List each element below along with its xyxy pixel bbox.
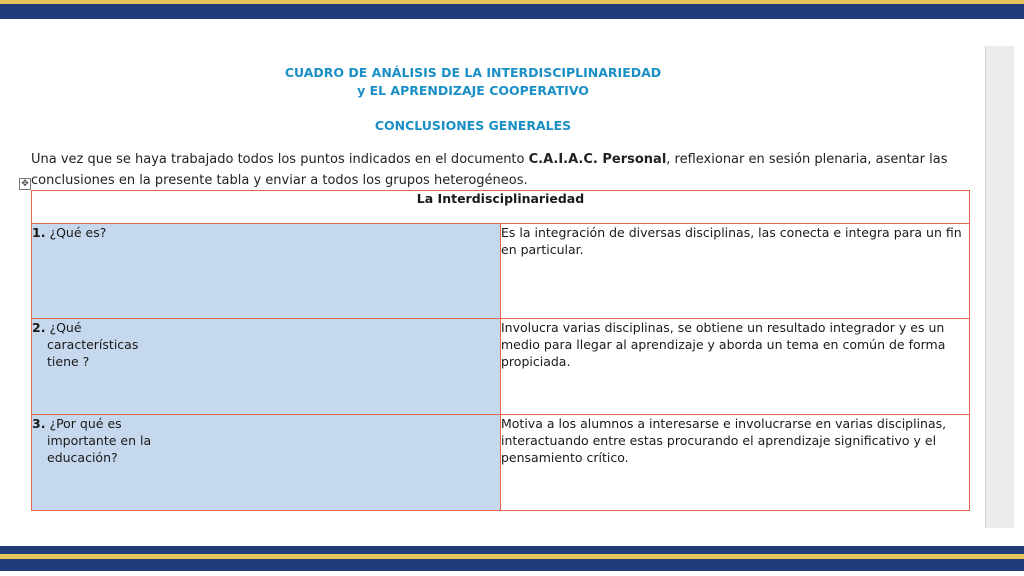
- intro-bold-document-name: C.A.I.A.C. Personal: [528, 152, 667, 167]
- question-cell[interactable]: [32, 415, 501, 511]
- move-icon[interactable]: ✥: [19, 178, 31, 190]
- table-row: [32, 415, 970, 511]
- top-navy-band: [0, 4, 1024, 19]
- intro-text-1: Una vez que se haya trabajado todos los puntos indicados en el documento: [31, 152, 529, 167]
- bottom-navy-band-lower: [0, 559, 1024, 571]
- question-text-continued: importante en la: [47, 433, 152, 448]
- question-number: 2.: [32, 320, 46, 335]
- document-title-line-1: CUADRO DE ANÁLISIS DE LA INTERDISCIPLINARIEDAD: [284, 65, 662, 80]
- question-text-continued: características: [47, 337, 139, 352]
- answer-cell[interactable]: Involucra varias disciplinas, se obtiene un resultado integrador y es un medio para llegar al aprendizaje y aborda un tema en común de forma propiciada.: [501, 319, 970, 415]
- table-header: La Interdisciplinariedad: [32, 191, 970, 224]
- table-row: [32, 224, 970, 319]
- question-text: ¿Por qué es: [49, 416, 122, 431]
- question-number: 3.: [32, 416, 46, 431]
- intro-text-2: , reflexionar en sesión plenaria, asentar las conclusiones en la presente tabla y enviar a todos los grupos heterogéneos.: [31, 152, 948, 188]
- table-row: [32, 319, 970, 415]
- question-cell[interactable]: [32, 319, 501, 415]
- question-number: 1.: [32, 225, 46, 240]
- question-cell[interactable]: [32, 224, 501, 319]
- question-text-continued: tiene ?: [47, 354, 90, 369]
- question-text: ¿Qué es?: [49, 225, 107, 240]
- answer-cell[interactable]: Motiva a los alumnos a interesarse e involucrarse en varias disciplinas, interactuando entre estas procurando el aprendizaje significativo y el pensamiento crítico.: [501, 415, 970, 511]
- bottom-navy-band: [0, 546, 1024, 554]
- question-text: ¿Qué: [49, 320, 82, 335]
- conclusions-table: [31, 190, 970, 511]
- page-side-strip: [985, 46, 1014, 528]
- document-subtitle: CONCLUSIONES GENERALES: [374, 118, 572, 133]
- question-text-continued: educación?: [47, 450, 118, 465]
- intro-paragraph: [31, 149, 971, 191]
- answer-cell[interactable]: Es la integración de diversas disciplinas, las conecta e integra para un fin en particular.: [501, 224, 970, 319]
- bottom-white-strip: [0, 571, 1024, 576]
- document-title-line-2: y EL APRENDIZAJE COOPERATIVO: [357, 83, 589, 98]
